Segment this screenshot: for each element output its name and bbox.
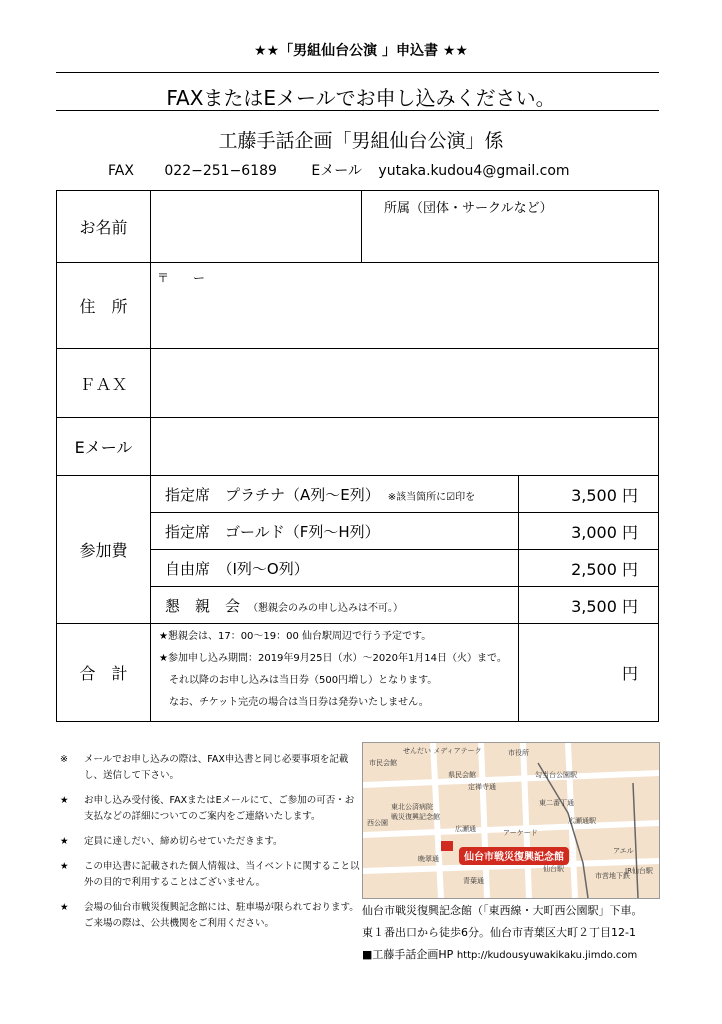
affiliation-field[interactable] xyxy=(362,191,659,263)
name-field[interactable] xyxy=(151,191,362,263)
fee-note-social: （懇親会のみの申し込みは不可。） xyxy=(248,602,404,614)
fee-option-platinum[interactable] xyxy=(151,476,519,513)
map-label: せんだい メディアテーク xyxy=(403,747,482,755)
fee-price-gold: 3,000 円 xyxy=(519,513,659,550)
map-label: 勾当台公園駅 xyxy=(535,771,577,779)
affiliation-label: 所属（団体・サークルなど） xyxy=(384,201,553,216)
homepage-link[interactable]: http://kudousyuwakikaku.jimdo.com xyxy=(456,950,638,961)
map-label: アーケード xyxy=(503,829,538,837)
name-label: お名前 xyxy=(57,191,151,263)
map-label: 西公園 xyxy=(367,819,388,827)
homepage-line xyxy=(362,944,672,967)
fax-label: FAX xyxy=(108,163,134,179)
note-text: お申し込み受付後、FAXまたはEメールにて、ご参加の可否・お支払などの詳細についてのご案内をご連絡いたします。 xyxy=(84,795,355,822)
note-mark: ※ xyxy=(60,754,68,765)
map-label: 市役所 xyxy=(508,749,529,757)
map-label: 東北公済病院 xyxy=(391,803,433,811)
total-field[interactable] xyxy=(519,624,659,722)
total-unit: 円 xyxy=(621,664,638,683)
email-row-label: Eメール xyxy=(57,418,151,476)
map-label: 晩翠通 xyxy=(418,855,439,863)
map-label: 青葉通 xyxy=(463,877,484,885)
fee-name-social: 懇 親 会 xyxy=(165,596,241,615)
note-mark: ★ xyxy=(60,795,69,806)
fee-label: 参加費 xyxy=(57,476,151,624)
fee-price-free-seat: 2,500 円 xyxy=(519,550,659,587)
contact-line xyxy=(108,160,596,180)
map-label: 市民会館 xyxy=(369,759,397,767)
fee-price-platinum: 3,500 円 xyxy=(519,476,659,513)
fax-number: 022−251−6189 xyxy=(164,163,277,179)
fee-option-free-seat[interactable] xyxy=(151,550,519,587)
note-item xyxy=(60,834,360,850)
map-drawing xyxy=(363,743,659,898)
total-notes xyxy=(151,624,519,722)
fax-row-label: ＦＡＸ xyxy=(57,349,151,418)
map-label: 仙台駅 xyxy=(543,865,564,873)
map-label: アエル xyxy=(613,847,634,855)
address-field[interactable] xyxy=(151,263,659,349)
organizer-name: 工藤手話企画「男組仙台公演」係 xyxy=(218,130,504,152)
note-text: メールでお申し込みの際は、FAX申込書と同じ必要事項を記載し、送信して下さい。 xyxy=(84,754,349,781)
email-label: Eメール xyxy=(311,163,362,179)
fee-price-social: 3,500 円 xyxy=(519,587,659,624)
instruction-heading: FAXまたはEメールでお申し込みください。 xyxy=(166,86,556,110)
venue-map xyxy=(362,742,660,899)
note-mark: ★ xyxy=(60,902,69,913)
map-label: 県民会館 xyxy=(448,771,476,779)
note-item xyxy=(60,793,360,825)
email-field[interactable] xyxy=(151,418,659,476)
note-text: この申込書に記載された個人情報は、当イベントに関すること以外の目的で利用することはございません。 xyxy=(84,861,360,888)
email-address[interactable]: yutaka.kudou4@gmail.com xyxy=(378,163,570,179)
venue-address-line1: 仙台市戦災復興記念館（「東西線・大町西公園駅」下車。 xyxy=(362,904,643,917)
note-item xyxy=(60,900,360,932)
fee-name-gold: 指定席 ゴールド（F列〜H列） xyxy=(165,522,380,541)
total-note: それ以降のお申し込みは当日券（500円増し）となります。 xyxy=(159,675,438,686)
map-label: 戦災復興記念館 xyxy=(391,813,440,821)
total-label: 合 計 xyxy=(57,624,151,722)
venue-address-line2: 東１番出口から徒歩6分。仙台市青葉区大町２丁目12-1 xyxy=(362,926,636,939)
map-label: 広瀬通駅 xyxy=(568,817,596,825)
total-note: ★懇親会は、17：00〜19：00 仙台駅周辺で行う予定です。 xyxy=(159,631,432,642)
map-venue-label: 仙台市戦災復興記念館 xyxy=(464,852,564,863)
divider-top xyxy=(56,72,659,73)
note-item xyxy=(60,752,360,784)
divider-bottom xyxy=(56,110,659,111)
notes-list xyxy=(60,752,360,941)
map-label: 定禅寺通 xyxy=(468,783,496,791)
total-note: なお、チケット完売の場合は当日券は発券いたしません。 xyxy=(159,697,429,708)
note-mark: ★ xyxy=(60,861,69,872)
map-label: 市営地下鉄 xyxy=(595,872,630,880)
note-text: 会場の仙台市戦災復興記念館には、駐車場が限られております。ご来場の際は、公共機関をご利用ください。 xyxy=(84,902,359,929)
homepage-label: ■工藤手話企画HP xyxy=(362,948,454,961)
note-text: 定員に達しだい、締め切らせていただきます。 xyxy=(84,836,283,847)
total-note: ★参加申し込み期間：2019年9月25日（水）〜2020年1月14日（火）まで。 xyxy=(159,653,507,664)
postal-mark: 〒 ー xyxy=(157,271,206,285)
fee-note-platinum: ※該当箇所に☑印を xyxy=(387,491,476,503)
map-label: 東二番丁通 xyxy=(539,799,574,807)
map-label: 広瀬通 xyxy=(455,825,476,833)
fee-option-social[interactable] xyxy=(151,587,519,624)
fee-name-free-seat: 自由席 （I列〜O列） xyxy=(165,559,309,578)
fee-option-gold[interactable] xyxy=(151,513,519,550)
fee-name-platinum: 指定席 プラチナ（A列〜E列） xyxy=(165,485,380,504)
venue-info xyxy=(362,900,672,967)
note-item xyxy=(60,859,360,891)
application-form xyxy=(56,190,659,722)
note-mark: ★ xyxy=(60,836,69,847)
form-title: ★★「男組仙台公演 」申込書 ★★ xyxy=(254,43,468,59)
fax-field[interactable] xyxy=(151,349,659,418)
address-label: 住 所 xyxy=(57,263,151,349)
map-label: JR仙台駅 xyxy=(625,867,653,875)
venue-marker xyxy=(441,841,453,851)
